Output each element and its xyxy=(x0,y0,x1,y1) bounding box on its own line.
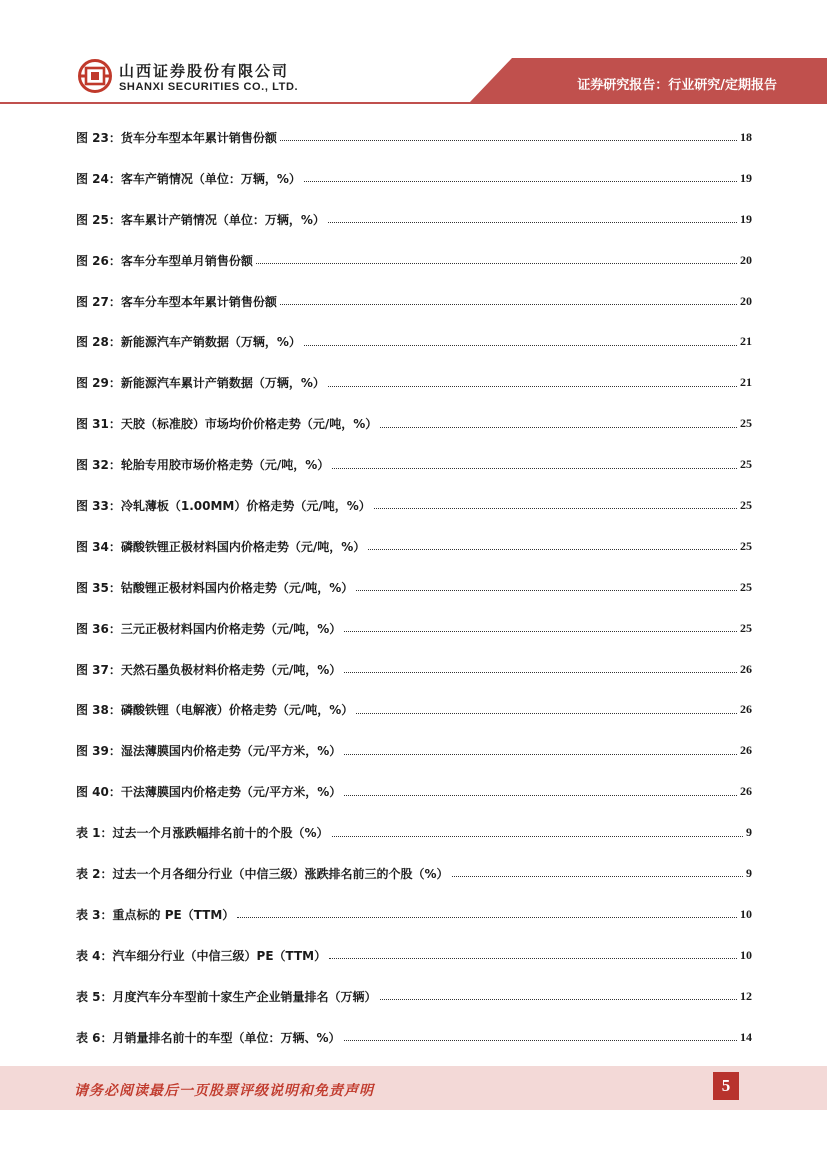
toc-entry-label: 图 32：轮胎专用胶市场价格走势（元/吨，%） xyxy=(76,458,330,473)
toc-entry-label: 图 35：钴酸锂正极材料国内价格走势（元/吨，%） xyxy=(76,580,354,595)
toc-entry[interactable] xyxy=(76,240,752,281)
toc-entry-page: 9 xyxy=(746,865,752,880)
toc-entry-page: 20 xyxy=(740,252,752,267)
toc-leader-dots xyxy=(344,630,737,632)
toc-entry-page: 14 xyxy=(740,1029,752,1044)
toc-leader-dots xyxy=(356,712,737,714)
toc-entry-page: 26 xyxy=(740,743,752,758)
toc-leader-dots xyxy=(344,794,737,796)
toc-entry-label: 图 34：磷酸铁锂正极材料国内价格走势（元/吨，%） xyxy=(76,539,366,554)
toc-entry[interactable] xyxy=(76,935,752,976)
toc-entry-label: 表 3：重点标的 PE（TTM） xyxy=(76,907,235,922)
toc-entry-page: 9 xyxy=(746,825,752,840)
toc-leader-dots xyxy=(304,344,737,346)
table-of-contents xyxy=(76,117,752,1057)
toc-entry-page: 18 xyxy=(740,129,752,144)
toc-entry[interactable] xyxy=(76,976,752,1017)
toc-entry-label: 图 33：冷轧薄板（1.00MM）价格走势（元/吨，%） xyxy=(76,498,371,513)
toc-entry[interactable] xyxy=(76,689,752,730)
toc-leader-dots xyxy=(328,385,737,387)
toc-entry-label: 图 31：天胶（标准胶）市场均价价格走势（元/吨，%） xyxy=(76,417,378,432)
toc-entry-label: 图 38：磷酸铁锂（电解液）价格走势（元/吨，%） xyxy=(76,703,354,718)
toc-entry-label: 图 24：客车产销情况（单位：万辆，%） xyxy=(76,171,301,186)
toc-entry-page: 26 xyxy=(740,702,752,717)
toc-entry[interactable] xyxy=(76,771,752,812)
toc-leader-dots xyxy=(237,916,737,918)
toc-entry-page: 25 xyxy=(740,497,752,512)
toc-entry[interactable] xyxy=(76,321,752,362)
toc-leader-dots xyxy=(344,671,737,673)
toc-entry[interactable] xyxy=(76,608,752,649)
toc-leader-dots xyxy=(280,139,737,141)
toc-entry-label: 图 37：天然石墨负极材料价格走势（元/吨，%） xyxy=(76,662,342,677)
toc-entry[interactable] xyxy=(76,281,752,322)
toc-leader-dots xyxy=(380,426,737,428)
toc-entry-label: 表 2：过去一个月各细分行业（中信三级）涨跌排名前三的个股（%） xyxy=(76,866,449,881)
toc-entry-label: 表 1：过去一个月涨跌幅排名前十的个股（%） xyxy=(76,826,329,841)
toc-leader-dots xyxy=(380,998,737,1000)
toc-leader-dots xyxy=(329,957,737,959)
toc-leader-dots xyxy=(280,303,737,305)
toc-leader-dots xyxy=(328,221,737,223)
toc-entry[interactable] xyxy=(76,1017,752,1058)
toc-entry-page: 25 xyxy=(740,538,752,553)
toc-entry-label: 表 4：汽车细分行业（中信三级）PE（TTM） xyxy=(76,948,327,963)
toc-leader-dots xyxy=(344,1039,737,1041)
footer-disclaimer: 请务必阅读最后一页股票评级说明和免责声明 xyxy=(74,1083,374,1099)
toc-entry-page: 25 xyxy=(740,579,752,594)
toc-entry[interactable] xyxy=(76,362,752,403)
toc-entry[interactable] xyxy=(76,158,752,199)
toc-entry[interactable] xyxy=(76,485,752,526)
toc-leader-dots xyxy=(332,835,743,837)
toc-leader-dots xyxy=(332,467,737,469)
toc-entry-label: 图 29：新能源汽车累计产销数据（万辆，%） xyxy=(76,376,325,391)
toc-entry-page: 21 xyxy=(740,334,752,349)
toc-entry-page: 19 xyxy=(740,170,752,185)
toc-entry[interactable] xyxy=(76,444,752,485)
toc-entry[interactable] xyxy=(76,567,752,608)
toc-entry-page: 25 xyxy=(740,620,752,635)
toc-entry[interactable] xyxy=(76,730,752,771)
toc-leader-dots xyxy=(368,548,737,550)
toc-entry-label: 图 23：货车分车型本年累计销售份额 xyxy=(76,130,277,145)
toc-leader-dots xyxy=(304,180,737,182)
toc-entry[interactable] xyxy=(76,853,752,894)
toc-entry-page: 26 xyxy=(740,784,752,799)
toc-entry-label: 图 28：新能源汽车产销数据（万辆，%） xyxy=(76,335,301,350)
page-number: 5 xyxy=(713,1072,739,1100)
toc-entry-page: 25 xyxy=(740,457,752,472)
toc-leader-dots xyxy=(344,753,737,755)
toc-entry-label: 表 6：月销量排名前十的车型（单位：万辆、%） xyxy=(76,1030,341,1045)
toc-entry[interactable] xyxy=(76,526,752,567)
toc-leader-dots xyxy=(256,262,737,264)
page-header xyxy=(0,0,827,104)
toc-entry-page: 19 xyxy=(740,211,752,226)
company-name-en: SHANXI SECURITIES CO., LTD. xyxy=(119,81,299,93)
company-name-cn: 山西证券股份有限公司 xyxy=(119,62,290,80)
toc-entry-page: 12 xyxy=(740,988,752,1003)
header-divider xyxy=(0,102,827,104)
toc-entry[interactable] xyxy=(76,403,752,444)
toc-entry-label: 图 25：客车累计产销情况（单位：万辆，%） xyxy=(76,212,325,227)
toc-entry[interactable] xyxy=(76,649,752,690)
report-type-label: 证券研究报告：行业研究/定期报告 xyxy=(577,78,777,93)
toc-entry-label: 图 26：客车分车型单月销售份额 xyxy=(76,253,253,268)
toc-entry-page: 10 xyxy=(740,906,752,921)
toc-entry-page: 20 xyxy=(740,293,752,308)
toc-entry[interactable] xyxy=(76,117,752,158)
toc-entry-label: 图 40：干法薄膜国内价格走势（元/平方米，%） xyxy=(76,785,342,800)
toc-entry-page: 25 xyxy=(740,416,752,431)
toc-entry[interactable] xyxy=(76,812,752,853)
toc-leader-dots xyxy=(356,589,737,591)
toc-leader-dots xyxy=(374,507,737,509)
toc-entry-page: 21 xyxy=(740,375,752,390)
toc-entry-page: 26 xyxy=(740,661,752,676)
toc-entry-label: 表 5：月度汽车分车型前十家生产企业销量排名（万辆） xyxy=(76,989,377,1004)
toc-entry-page: 10 xyxy=(740,947,752,962)
toc-entry-label: 图 27：客车分车型本年累计销售份额 xyxy=(76,294,277,309)
toc-entry[interactable] xyxy=(76,894,752,935)
toc-entry-label: 图 39：湿法薄膜国内价格走势（元/平方米，%） xyxy=(76,744,342,759)
toc-leader-dots xyxy=(452,875,743,877)
toc-entry-label: 图 36：三元正极材料国内价格走势（元/吨，%） xyxy=(76,621,342,636)
toc-entry[interactable] xyxy=(76,199,752,240)
